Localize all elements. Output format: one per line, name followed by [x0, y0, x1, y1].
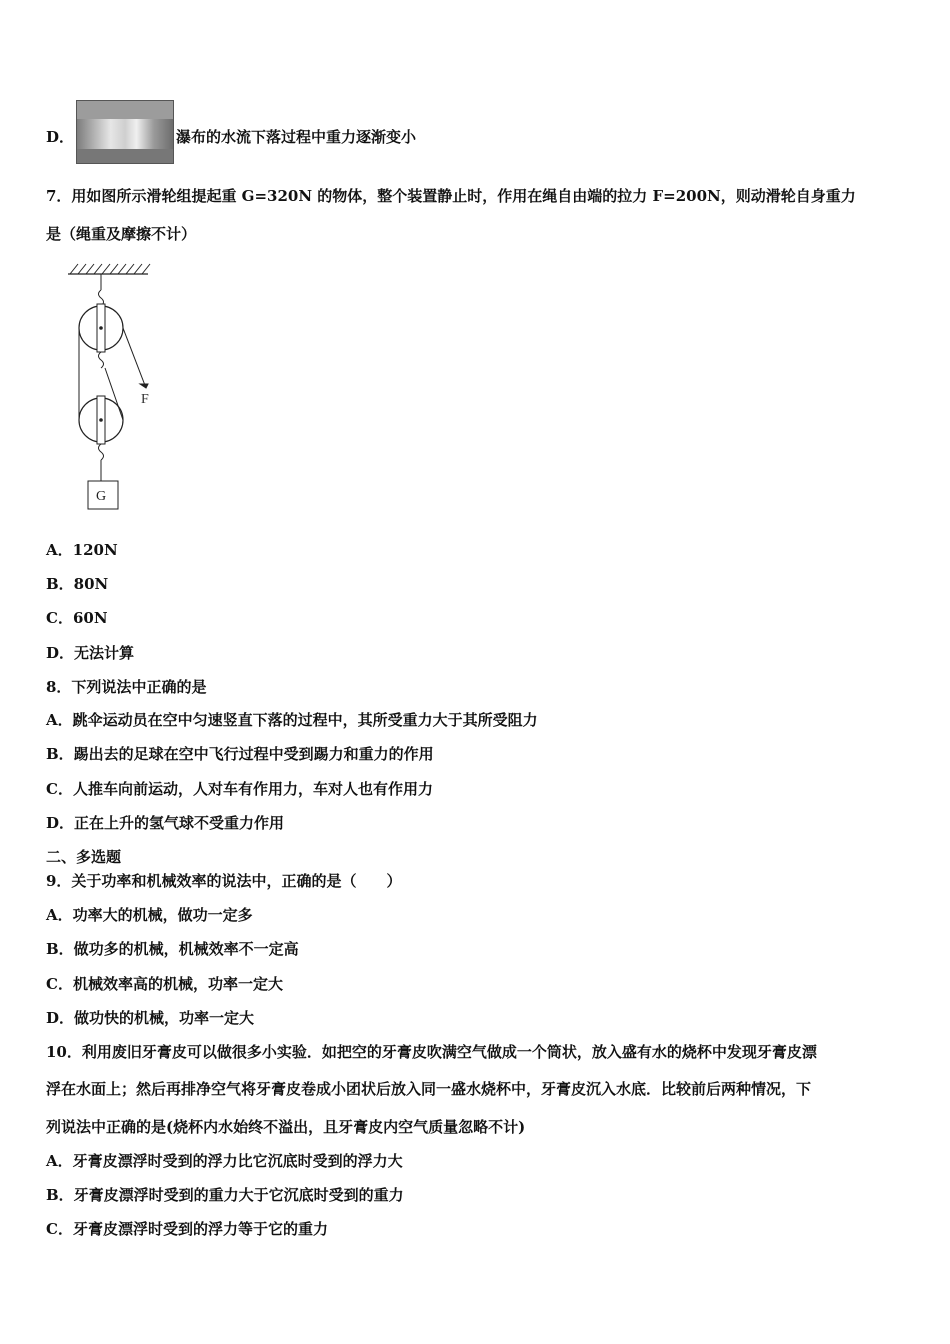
q9-option-d: D．做功快的机械，功率一定大: [46, 1009, 255, 1027]
q7-option-a: A．120N: [46, 541, 118, 559]
fixed-pulley: [79, 304, 123, 352]
q9-option-a: A．功率大的机械，做功一定多: [46, 906, 253, 924]
q8-option-a: A．跳伞运动员在空中匀速竖直下落的过程中，其所受重力大于其所受阻力: [46, 711, 538, 729]
q8-option-c: C．人推车向前运动，人对车有作用力，车对人也有作用力: [46, 780, 433, 798]
q6-option-d: [46, 127, 74, 147]
q10-stem-line1: 10．利用废旧牙膏皮可以做很多小实验．如把空的牙膏皮吹满空气做成一个筒状，放入盛有水的烧杯中发现牙膏皮漂: [46, 1043, 817, 1061]
q10-option-a: A．牙膏皮漂浮时受到的浮力比它沉底时受到的浮力大: [46, 1152, 403, 1170]
q9-option-c: C．机械效率高的机械，功率一定大: [46, 975, 283, 993]
q7-option-d: D．无法计算: [46, 644, 135, 662]
section-title: 二、多选题: [46, 848, 122, 866]
q7-option-b: B．80N: [46, 575, 109, 593]
q10-option-c: C．牙膏皮漂浮时受到的浮力等于它的重力: [46, 1220, 328, 1238]
q7-stem-line1: 7．用如图所示滑轮组提起重 G=320N 的物体，整个装置静止时，作用在绳自由端的拉力 F=200N，则动滑轮自身重力: [46, 187, 856, 205]
q10-stem-line3: 列说法中正确的是(烧杯内水始终不溢出，且牙膏皮内空气质量忽略不计): [46, 1118, 526, 1136]
force-label: F: [141, 392, 149, 407]
q10-option-b: B．牙膏皮漂浮时受到的重力大于它沉底时受到的重力: [46, 1186, 404, 1204]
waterfall-image: [76, 100, 174, 164]
q6-option-d-label: D．: [46, 128, 75, 146]
pulley-diagram: [60, 260, 170, 515]
q8-option-b: B．踢出去的足球在空中飞行过程中受到踢力和重力的作用: [46, 745, 434, 763]
q10-stem-line2: 浮在水面上；然后再排净空气将牙膏皮卷成小团状后放入同一盛水烧杯中，牙膏皮沉入水底．比较前后两种情况，下: [46, 1080, 812, 1098]
q6-option-d-text: 瀑布的水流下落过程中重力逐渐变小: [176, 128, 417, 146]
movable-pulley: [79, 396, 123, 444]
q7-option-c: C．60N: [46, 609, 108, 627]
weight-label: G: [96, 489, 107, 504]
q8-option-d: D．正在上升的氢气球不受重力作用: [46, 814, 285, 832]
q8-stem: 8．下列说法中正确的是: [46, 678, 207, 696]
q9-stem: 9．关于功率和机械效率的说法中，正确的是（ ）: [46, 872, 402, 890]
q9-option-b: B．做功多的机械，机械效率不一定高: [46, 940, 299, 958]
q7-stem-line2: 是（绳重及摩擦不计）: [46, 225, 197, 243]
force-arrow-icon: [140, 384, 148, 388]
